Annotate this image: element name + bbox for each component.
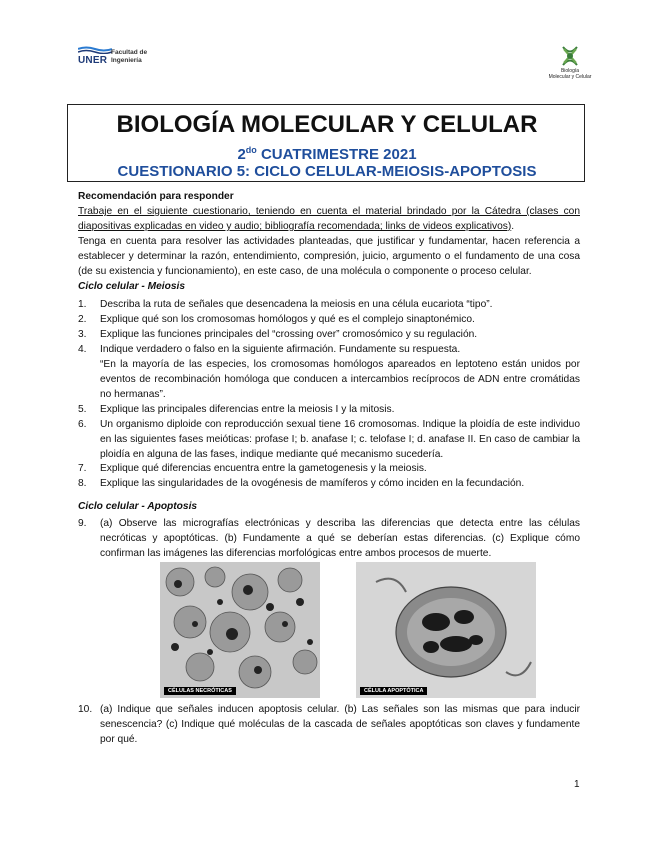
apoptotic-cell-image [356,562,536,698]
question-number: 5. [78,404,87,415]
question-number: 10. [78,704,93,715]
uner-faculty-line1: Facultad de [111,49,148,56]
question-item [78,342,580,402]
term-rest: CUATRIMESTRE 2021 [256,146,417,163]
section-apoptosis: Ciclo celular - Apoptosis [78,501,198,512]
question-number: 3. [78,329,87,340]
apoptotic-label: CÉLULA APOPTÓTICA [360,687,427,695]
recommendation-underlined-block [78,204,580,234]
necrotic-cells-image [160,562,320,698]
question-item [78,702,580,747]
question-number: 8. [78,478,87,489]
question-item [78,327,580,342]
question-number: 4. [78,344,87,355]
question-item [78,417,580,462]
quiz-title: CUESTIONARIO 5: CICLO CELULAR-MEIOSIS-APOPTOSIS [117,163,537,180]
question-item [78,516,580,561]
question-text: Explique las principales diferencias entre la meiosis I y la mitosis. [100,404,395,415]
question-text: Explique las singularidades de la ovogénesis de mamíferos y cómo inciden en la fecundación. [100,478,525,489]
question-quote: “En la mayoría de las especies, los cromosomas homólogos apareados en leptoteno están unidos por eventos de recombinación homóloga que conducen a intercambios recíprocos de ADN entre cromátidas no hermanas”. [100,359,580,400]
question-item [78,402,580,417]
necrotic-label: CÉLULAS NECRÓTICAS [164,687,236,695]
apoptotic-cell-micrograph [356,562,536,698]
recommendation-heading: Recomendación para responder [78,191,234,202]
question-item [78,461,580,476]
page-number: 1 [574,779,580,790]
question-number: 2. [78,314,87,325]
uner-faculty-line2: Ingeniería [111,56,142,64]
necrotic-cells-micrograph [160,562,320,698]
page-title: BIOLOGÍA MOLECULAR Y CELULAR [116,111,538,138]
bio-logo-line2: Molecular y Celular [548,74,592,80]
term-suffix: do [245,145,257,155]
question-number: 6. [78,419,87,430]
section-meiosis: Ciclo celular - Meiosis [78,281,186,292]
question-item [78,297,580,312]
term-ordinal: 2 [237,146,246,163]
recommendation-underlined-end: . [511,221,515,232]
question-item [78,476,580,491]
question-text: Describa la ruta de señales que desencadena la meiosis en una célula eucariota “tipo”. [100,299,493,310]
question-number: 9. [78,518,87,529]
term-heading [68,145,586,163]
question-item [78,312,580,327]
question-text: Explique qué son los cromosomas homólogos y qué es el complejo sinaptonémico. [100,314,475,325]
question-text: Indique verdadero o falso en la siguiente afirmación. Fundamente su respuesta. [100,344,461,355]
question-text: Un organismo diploide con reproducción sexual tiene 16 cromosomas. Indique la ploidía de este individuo en las siguientes fases meióticas: profase I; b. anafase I; c. telofase I; d. anafase II. En caso de cambiar la ploidía en alguna de las fases, indique mediante qué mecanismo sucedería. [100,419,580,460]
dna-icon [558,44,582,68]
question-number: 1. [78,299,87,310]
question-text: (a) Indique que señales inducen apoptosis celular. (b) Las señales son las mismas que para inducir senescencia? (c) Indique qué moléculas de la cascada de señales apoptóticas son claves y fundamente por qué. [100,704,580,745]
title-box [67,104,585,182]
recommendation-body: Tenga en cuenta para resolver las actividades planteadas, que justificar y fundamentar, hacen referencia a establecer y determinar la razón, entendimiento, compresión, juicio, argumento o el fundamento de una cosa (de su existencia y funcionamiento), en este caso, de una molécula o componente o proceso celular. [78,236,580,277]
question-text: (a) Observe las micrografías electrónicas y describa las diferencias que detecta entre las células necróticas y apoptóticas. (b) Fundamente a qué se deberían estas diferencias. (c) Explique cómo confirman las imágenes las diferencias morfológicas entre ambos procesos de muerte. [100,518,580,559]
recommendation-underlined: Trabaje en el siguiente cuestionario, teniendo en cuenta el material brindado por la Cátedra (clases con diapositivas explicadas en video y audio; bibliografía recomendada; links de videos explicativos) [78,206,580,232]
bio-logo [540,44,600,84]
uner-faculty [111,49,147,64]
question-number: 7. [78,463,87,474]
uner-wave-icon [78,46,112,54]
bio-logo-line1: Biología [560,68,580,74]
question-text: Explique qué diferencias encuentra entre la gametogenesis y la meiosis. [100,463,427,474]
uner-brand: UNER [78,55,108,66]
question-text: Explique las funciones principales del “crossing over” cromosómico y su regulación. [100,329,478,340]
uner-logo [78,46,153,70]
